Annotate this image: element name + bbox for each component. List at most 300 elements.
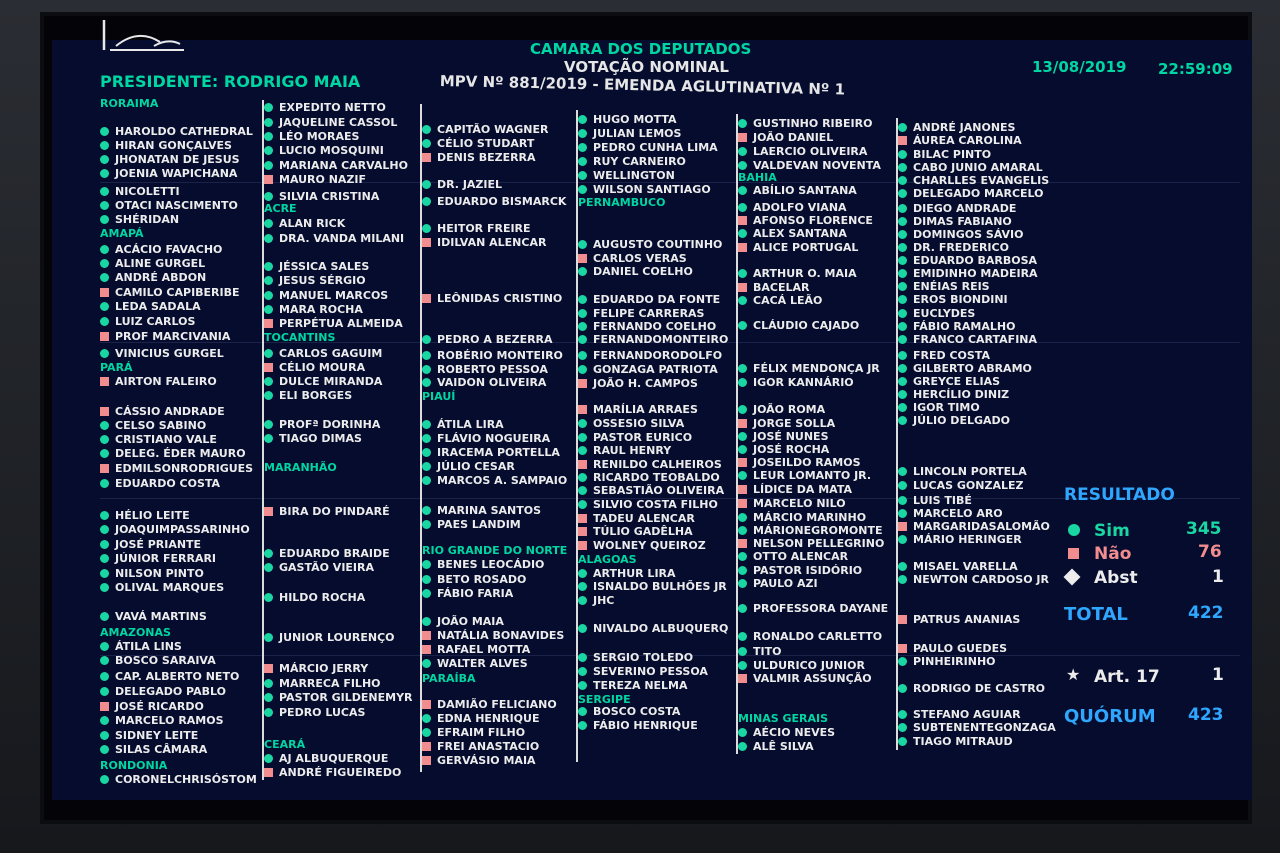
deputy-row <box>422 221 531 236</box>
deputy-row <box>264 374 382 389</box>
vote-yes-icon <box>738 445 747 454</box>
deputy-row <box>264 546 390 561</box>
vote-no-icon <box>738 216 747 225</box>
vote-no-icon <box>422 742 431 751</box>
vote-yes-icon <box>264 679 273 688</box>
deputy-name: GERVÁSIO MAIA <box>437 754 536 767</box>
vote-no-icon <box>264 175 273 184</box>
deputy-row <box>578 126 681 141</box>
deputy-name: JOAQUIMPASSARINHO <box>115 523 250 536</box>
deputy-row <box>578 237 722 252</box>
deputy-row <box>100 508 190 523</box>
deputy-row <box>422 642 530 657</box>
deputy-row <box>100 713 224 728</box>
deputy-name: CAPITÃO WAGNER <box>437 123 549 136</box>
vote-yes-icon <box>100 349 109 358</box>
deputy-row <box>264 705 365 720</box>
vote-yes-icon <box>578 653 587 662</box>
deputy-name: JÚNIOR FERRARI <box>115 552 217 565</box>
deputy-name: NILSON PINTO <box>115 567 204 580</box>
deputy-row <box>898 612 1020 627</box>
deputy-name: PROFESSORA DAYANE <box>753 602 889 615</box>
vote-yes-icon <box>898 390 907 399</box>
vote-yes-icon <box>264 118 273 127</box>
deputy-row <box>578 112 677 127</box>
deputy-row <box>578 538 706 553</box>
president-label: PRESIDENTE: RODRIGO MAIA <box>100 72 361 91</box>
vote-yes-icon <box>578 596 587 605</box>
deputy-name: EFRAIM FILHO <box>437 726 526 739</box>
deputy-row <box>738 468 871 483</box>
vote-yes-icon <box>898 204 907 213</box>
deputy-row <box>738 739 814 754</box>
deputy-name: CLÁUDIO CAJADO <box>753 319 860 332</box>
abst-icon <box>1066 566 1078 588</box>
deputy-name: MAURO NAZIF <box>279 173 367 186</box>
vote-yes-icon <box>100 169 109 178</box>
vote-yes-icon <box>422 224 431 233</box>
deputy-name: MÁRIONEGROMONTE <box>753 524 883 537</box>
vote-yes-icon <box>898 562 907 571</box>
deputy-name: JHONATAN DE JESUS <box>115 153 240 166</box>
vote-yes-icon <box>898 269 907 278</box>
deputy-row <box>578 140 718 155</box>
vote-no-icon <box>578 514 587 523</box>
vote-no-icon <box>578 541 587 550</box>
state-name: MINAS GERAIS <box>738 712 829 725</box>
deputy-row <box>100 138 232 153</box>
column-divider <box>896 118 898 750</box>
vote-yes-icon <box>422 476 431 485</box>
deputy-row <box>264 100 386 115</box>
session-time: 22:59:09 <box>1158 60 1233 78</box>
deputy-row <box>264 172 366 187</box>
vote-yes-icon <box>738 364 747 373</box>
vote-yes-icon <box>898 710 907 719</box>
deputy-name: TÚLIO GADÊLHA <box>593 525 693 538</box>
deputy-name: ALICE PORTUGAL <box>753 241 859 254</box>
vote-yes-icon <box>898 575 907 584</box>
deputy-name: JOÃO ROMA <box>753 403 826 416</box>
vote-no-icon <box>100 464 109 473</box>
vote-yes-icon <box>738 186 747 195</box>
deputy-name: RAFAEL MOTTA <box>437 643 531 656</box>
vote-yes-icon <box>100 201 109 210</box>
vote-yes-icon <box>898 230 907 239</box>
deputy-name: EDUARDO BISMARCK <box>437 195 567 208</box>
deputy-name: IRACEMA PORTELLA <box>437 446 560 459</box>
state-name: PARAÍBA <box>422 672 476 685</box>
deputy-name: DELEGADO PABLO <box>115 685 226 698</box>
abst-value: 1 <box>1212 567 1224 587</box>
vote-yes-icon <box>578 129 587 138</box>
vote-yes-icon <box>738 147 747 156</box>
vote-no-icon <box>422 294 431 303</box>
deputy-name: TIAGO MITRAUD <box>913 735 1013 748</box>
deputy-name: LUIZ CARLOS <box>115 315 196 328</box>
vote-no-icon <box>100 702 109 711</box>
deputy-name: ALAN RICK <box>279 217 346 230</box>
vote-yes-icon <box>100 317 109 326</box>
vote-yes-icon <box>422 520 431 529</box>
deputy-row <box>100 742 207 757</box>
deputy-name: RICARDO TEOBALDO <box>593 471 720 484</box>
vote-yes-icon <box>898 377 907 386</box>
deputy-name: SILVIO COSTA FILHO <box>593 498 718 511</box>
state-name: RONDONIA <box>100 759 168 772</box>
vote-yes-icon <box>422 125 431 134</box>
deputy-name: ARTHUR LIRA <box>593 567 676 580</box>
deputy-row <box>100 212 179 227</box>
deputy-row <box>100 184 180 199</box>
deputy-name: ROBÉRIO MONTEIRO <box>437 349 563 362</box>
deputy-name: HUGO MOTTA <box>593 113 677 126</box>
deputy-row <box>578 497 718 512</box>
deputy-row <box>578 443 671 458</box>
deputy-row <box>578 264 693 279</box>
deputy-name: IGOR TIMO <box>913 401 980 414</box>
vote-yes-icon <box>100 479 109 488</box>
vote-no-icon <box>100 407 109 416</box>
quorum-value: 423 <box>1188 705 1224 725</box>
deputy-row <box>738 240 858 255</box>
deputy-row <box>422 656 528 671</box>
vote-yes-icon <box>738 471 747 480</box>
vote-yes-icon <box>422 506 431 515</box>
deputy-row <box>100 374 217 389</box>
vote-no-icon <box>738 458 747 467</box>
vote-yes-icon <box>738 269 747 278</box>
sim-value: 345 <box>1186 519 1222 539</box>
column-5 <box>738 96 896 786</box>
deputy-name: JÚLIO CESAR <box>437 460 515 473</box>
deputy-name: WALTER ALVES <box>437 657 528 670</box>
nao-label: Não <box>1094 544 1132 564</box>
deputy-name: DRA. VANDA MILANI <box>279 232 405 245</box>
deputy-name: EDNA HENRIQUE <box>437 712 540 725</box>
deputy-row <box>578 402 698 417</box>
deputy-name: RONALDO CARLETTO <box>753 630 883 643</box>
deputy-name: SILVIA CRISTINA <box>279 190 380 203</box>
vote-yes-icon <box>264 349 273 358</box>
deputy-name: LÉO MORAES <box>279 130 360 143</box>
deputy-row <box>578 650 693 665</box>
deputy-row <box>422 445 560 460</box>
deputy-row <box>100 346 224 361</box>
vote-no-icon <box>264 507 273 516</box>
vote-yes-icon <box>100 435 109 444</box>
state-name: MARANHÃO <box>264 461 337 474</box>
deputy-row <box>738 402 825 417</box>
state-header <box>264 330 335 345</box>
vote-no-icon <box>578 527 587 536</box>
deputy-name: OSSESIO SILVA <box>593 417 685 430</box>
deputy-name: EDUARDO BARBOSA <box>913 254 1038 267</box>
deputy-name: BIRA DO PINDARÉ <box>279 505 390 518</box>
state-header <box>100 96 158 111</box>
deputy-row <box>264 129 359 144</box>
deputy-name: BOSCO SARAIVA <box>115 654 216 667</box>
deputy-name: MARCELO RAMOS <box>115 714 224 727</box>
vote-yes-icon <box>898 467 907 476</box>
vote-yes-icon <box>578 115 587 124</box>
vote-yes-icon <box>578 624 587 633</box>
vote-yes-icon <box>738 405 747 414</box>
deputy-name: CACÁ LEÃO <box>753 294 823 307</box>
deputy-row <box>578 678 688 693</box>
deputy-name: ADOLFO VIANA <box>753 201 847 214</box>
vote-yes-icon <box>898 509 907 518</box>
deputy-row <box>422 177 502 192</box>
state-name: PARÁ <box>100 361 133 374</box>
deputy-name: LÍDICE DA MATA <box>753 483 852 496</box>
vote-no-icon <box>738 283 747 292</box>
vote-yes-icon <box>100 716 109 725</box>
deputy-row <box>264 388 352 403</box>
deputy-name: ANDRÉ FIGUEIREDO <box>279 766 402 779</box>
vote-no-icon <box>264 768 273 777</box>
deputy-row <box>100 639 182 654</box>
deputy-row <box>264 316 403 331</box>
vote-yes-icon <box>264 305 273 314</box>
deputy-row <box>738 549 848 564</box>
deputy-row <box>738 293 822 308</box>
deputy-row <box>578 664 708 679</box>
deputy-name: MARINA SANTOS <box>437 504 541 517</box>
vote-yes-icon <box>738 526 747 535</box>
deputy-name: TEREZA NELMA <box>593 679 688 692</box>
deputy-row <box>100 699 204 714</box>
deputy-row <box>264 590 365 605</box>
deputy-name: VALMIR ASSUNÇÃO <box>753 672 872 685</box>
deputy-name: PAULO GUEDES <box>913 642 1007 655</box>
deputy-row <box>898 532 1022 547</box>
deputy-name: ARTHUR O. MAIA <box>753 267 857 280</box>
deputy-row <box>422 375 546 390</box>
deputy-name: LINCOLN PORTELA <box>913 465 1027 478</box>
deputy-name: OLIVAL MARQUES <box>115 581 225 594</box>
deputy-name: ÁUREA CAROLINA <box>913 134 1022 147</box>
vote-yes-icon <box>100 302 109 311</box>
vote-yes-icon <box>898 535 907 544</box>
deputy-name: PEDRO CUNHA LIMA <box>593 141 718 154</box>
deputy-row <box>264 417 380 432</box>
vote-yes-icon <box>578 143 587 152</box>
vote-yes-icon <box>422 728 431 737</box>
vote-no-icon <box>738 419 747 428</box>
deputy-row <box>578 416 684 431</box>
vote-yes-icon <box>578 582 587 591</box>
deputy-name: CHARLLES EVANGELIS <box>913 174 1050 187</box>
deputy-name: HEITOR FREIRE <box>437 222 531 235</box>
deputy-row <box>578 704 680 719</box>
deputy-row <box>100 270 206 285</box>
deputy-row <box>100 329 230 344</box>
vote-yes-icon <box>578 721 587 730</box>
deputy-row <box>738 375 854 390</box>
deputy-name: PATRUS ANANIAS <box>913 613 1021 626</box>
vote-no-icon <box>738 133 747 142</box>
vote-yes-icon <box>100 127 109 136</box>
deputy-name: JOÃO DANIEL <box>753 131 834 144</box>
deputy-name: JAQUELINE CASSOL <box>279 116 398 129</box>
vote-yes-icon <box>100 449 109 458</box>
vote-yes-icon <box>898 282 907 291</box>
deputy-row <box>264 158 408 173</box>
vote-yes-icon <box>738 742 747 751</box>
session-date: 13/08/2019 <box>1032 58 1127 76</box>
deputy-row <box>738 601 888 616</box>
deputy-name: MISAEL VARELLA <box>913 560 1018 573</box>
vote-yes-icon <box>738 161 747 170</box>
vote-no-icon <box>738 243 747 252</box>
vote-yes-icon <box>738 579 747 588</box>
state-header <box>100 758 167 773</box>
deputy-name: CORONELCHRISÓSTOM <box>115 773 257 786</box>
deputy-name: WILSON SANTIAGO <box>593 183 711 196</box>
vote-yes-icon <box>422 378 431 387</box>
deputy-name: ROBERTO PESSOA <box>437 363 548 376</box>
deputy-name: FERNANDOMONTEIRO <box>593 333 729 346</box>
deputy-name: FÉLIX MENDONÇA JR <box>753 362 880 375</box>
deputy-name: ACÁCIO FAVACHO <box>115 243 223 256</box>
deputy-name: ABÍLIO SANTANA <box>753 184 857 197</box>
deputy-name: DELEG. ÉDER MAURO <box>115 447 246 460</box>
deputy-name: JULIAN LEMOS <box>593 127 682 140</box>
vote-yes-icon <box>898 176 907 185</box>
deputy-row <box>898 413 1010 428</box>
vote-yes-icon <box>898 322 907 331</box>
deputy-row <box>264 360 365 375</box>
deputy-row <box>578 168 675 183</box>
deputy-row <box>422 459 515 474</box>
deputy-row <box>422 417 504 432</box>
deputy-name: EDMILSONRODRIGUES <box>115 462 254 475</box>
deputy-name: MARCELO NILO <box>753 497 846 510</box>
deputy-row <box>422 753 536 768</box>
deputy-name: HIRAN GONÇALVES <box>115 139 232 152</box>
vote-yes-icon <box>100 731 109 740</box>
deputy-name: TITO <box>753 645 782 658</box>
vote-no-icon <box>738 674 747 683</box>
deputy-row <box>422 194 566 209</box>
deputy-name: JOENIA WAPICHANA <box>115 167 238 180</box>
vote-yes-icon <box>738 661 747 670</box>
deputy-row <box>264 346 382 361</box>
vote-yes-icon <box>422 575 431 584</box>
vote-no-icon <box>100 377 109 386</box>
deputy-name: GREYCE ELIAS <box>913 375 1001 388</box>
vote-yes-icon <box>898 256 907 265</box>
deputy-name: WOLNEY QUEIROZ <box>593 539 706 552</box>
deputy-row <box>100 242 222 257</box>
quorum-label: QUÓRUM <box>1064 706 1156 727</box>
deputy-name: PASTOR GILDENEMYR <box>279 691 413 704</box>
vote-yes-icon <box>898 123 907 132</box>
vote-no-icon <box>898 615 907 624</box>
deputy-row <box>422 235 546 250</box>
vote-yes-icon <box>578 295 587 304</box>
deputy-name: FÁBIO FARIA <box>437 587 514 600</box>
sim-icon <box>1068 519 1080 541</box>
deputy-row <box>100 446 246 461</box>
deputy-row <box>578 292 720 307</box>
deputy-name: PEDRO LUCAS <box>279 706 366 719</box>
deputy-name: MÁRCIO MARINHO <box>753 511 867 524</box>
column-divider <box>420 104 422 772</box>
deputy-row <box>100 124 253 139</box>
deputy-name: VALDEVAN NOVENTA <box>753 159 881 172</box>
vote-yes-icon <box>264 434 273 443</box>
vote-yes-icon <box>264 219 273 228</box>
deputy-name: LAERCIO OLIVEIRA <box>753 145 868 158</box>
deputy-name: PAULO AZI <box>753 577 818 590</box>
vote-yes-icon <box>898 364 907 373</box>
deputy-row <box>738 629 882 644</box>
vote-yes-icon <box>100 511 109 520</box>
deputy-name: AIRTON FALEIRO <box>115 375 217 388</box>
deputy-name: LEDA SADALA <box>115 300 201 313</box>
deputy-name: SILAS CÂMARA <box>115 743 208 756</box>
deputy-name: JOÃO H. CAMPOS <box>593 377 698 390</box>
state-name: ACRE <box>264 202 297 215</box>
deputy-name: CABO JUNIO AMARAL <box>913 161 1043 174</box>
deputy-row <box>738 576 818 591</box>
deputy-name: AUGUSTO COUTINHO <box>593 238 723 251</box>
deputy-name: FREI ANASTACIO <box>437 740 540 753</box>
deputy-row <box>100 404 225 419</box>
congress-logo-icon <box>98 18 188 54</box>
deputy-name: HERCÍLIO DINIZ <box>913 388 1010 401</box>
matter-title: MPV Nº 881/2019 - EMENDA AGLUTINATIVA Nº 1 <box>439 72 846 99</box>
state-header <box>738 711 828 726</box>
deputy-row <box>264 690 413 705</box>
deputy-name: FRED COSTA <box>913 349 990 362</box>
vote-yes-icon <box>578 419 587 428</box>
vote-yes-icon <box>100 745 109 754</box>
deputy-name: LEUR LOMANTO JR. <box>753 469 872 482</box>
deputy-name: NIVALDO ALBUQUERQ <box>593 622 729 635</box>
vote-yes-icon <box>100 554 109 563</box>
deputy-row <box>100 728 198 743</box>
vote-yes-icon <box>898 163 907 172</box>
deputy-name: DAMIÃO FELICIANO <box>437 698 557 711</box>
vote-yes-icon <box>264 563 273 572</box>
deputy-row <box>898 734 1013 749</box>
vote-yes-icon <box>738 513 747 522</box>
vote-yes-icon <box>264 291 273 300</box>
deputy-name: ELI BORGES <box>279 389 353 402</box>
deputy-row <box>422 473 567 488</box>
deputy-name: BACELAR <box>753 281 810 294</box>
deputy-name: VAVÁ MARTINS <box>115 610 207 623</box>
deputy-row <box>100 669 239 684</box>
deputy-name: BILAC PINTO <box>913 148 992 161</box>
deputy-row <box>578 593 614 608</box>
deputy-name: EUCLYDES <box>913 307 976 320</box>
vote-yes-icon <box>422 617 431 626</box>
deputy-row <box>100 566 204 581</box>
deputy-row <box>578 376 698 391</box>
deputy-row <box>264 216 345 231</box>
deputy-name: MÁRCIO JERRY <box>279 662 369 675</box>
vote-yes-icon <box>898 496 907 505</box>
vote-yes-icon <box>578 267 587 276</box>
deputy-row <box>738 266 857 281</box>
total-label: TOTAL <box>1064 604 1128 625</box>
deputy-name: JOSÉ RICARDO <box>115 700 204 713</box>
vote-yes-icon <box>738 728 747 737</box>
